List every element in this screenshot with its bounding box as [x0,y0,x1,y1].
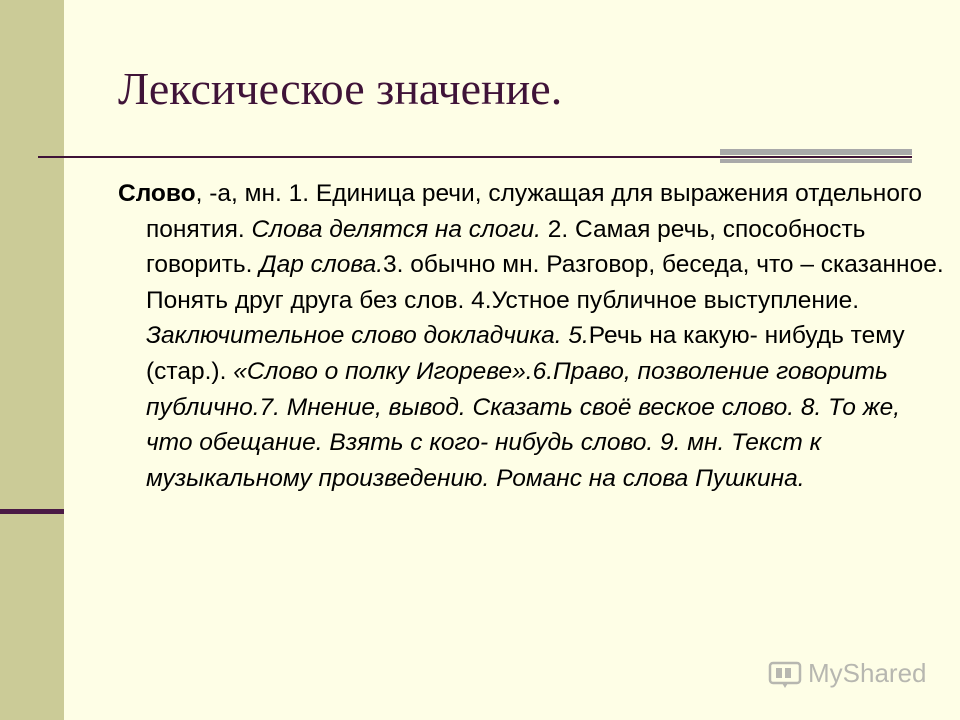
title-underline [38,156,912,158]
entry-example: «Слово о полку Игореве».6.Право, позволение говорить публично.7. Мнение, вывод. Сказать своё веское слово. 8. То же, что обещание. Взять с кого- нибудь слово. 9. мн. Текст к музыкальному произведению. Романс на слова Пушкина. [146,357,901,492]
entry-example: Дар слова. [259,251,383,279]
watermark-text: MyShared [808,658,927,688]
entry-segment: 3. обычно мн. Разговор, беседа, что – сказанное. Понять друг друга без слов. 4.Устное публичное выступление. [146,251,944,314]
myshared-logo-icon [768,659,804,689]
entry-headword: Слово [118,180,196,207]
slide-title: Лексическое значение. [118,63,563,114]
side-accent-line [0,509,64,514]
entry-segment: Речь на какую- нибудь тему (стар.). [146,322,905,385]
dictionary-entry [118,176,946,496]
watermark [768,658,927,689]
entry-example: Слова делятся на слоги. [251,215,541,243]
entry-segment: , -а, мн. 1. Единица речи, служащая для выражения отдельного понятия. [146,180,922,243]
side-bar [0,0,64,720]
title-decor-line [720,149,912,155]
entry-example: Заключительное слово докладчика. 5. [146,322,589,350]
entry-segment: 2. Самая речь, способность говорить. [146,215,866,279]
title-decor-line-2 [720,159,912,163]
